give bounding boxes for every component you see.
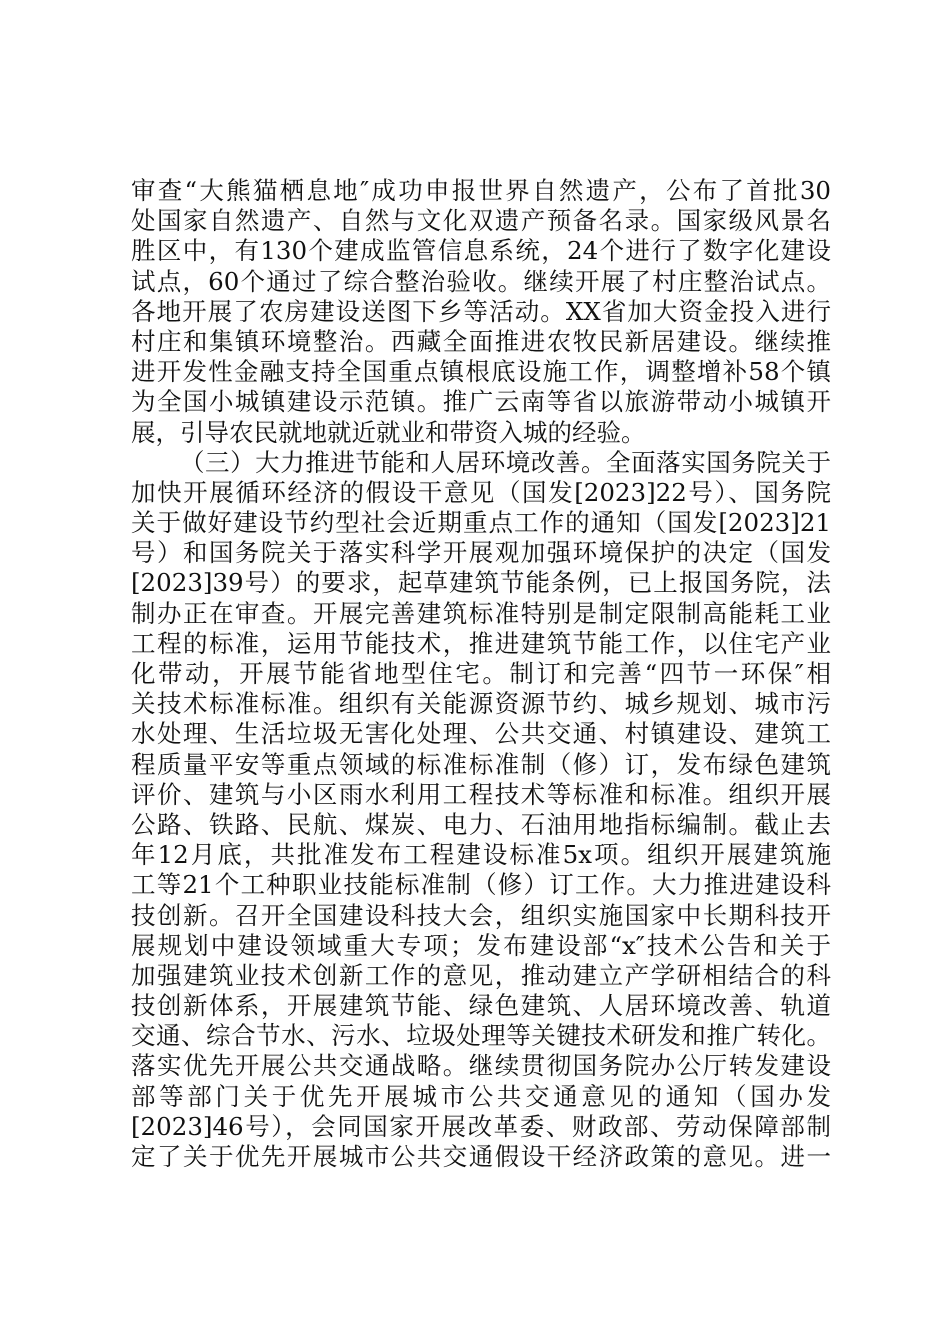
paragraph-2 xyxy=(131,448,831,1173)
text-line: 技创新。召开全国建设科技大会，组织实施国家中长期科技开 xyxy=(131,900,831,930)
body-text xyxy=(131,176,831,1172)
text-line: 展规划中建设领域重大专项；发布建设部“x″技术公告和关于 xyxy=(131,930,831,960)
text-line: 交通、综合节水、污水、垃圾处理等关键技术研发和推广转化。 xyxy=(131,1021,831,1051)
text-line: 工等21个工种职业技能标准制（修）订工作。大力推进建设科 xyxy=(131,870,831,900)
paragraph-1 xyxy=(131,176,831,448)
text-line: 胜区中，有130个建成监管信息系统，24个进行了数字化建设 xyxy=(131,236,831,266)
text-line: 化带动，开展节能省地型住宅。制订和完善“四节一环保″相 xyxy=(131,659,831,688)
text-line: 关技术标准标准。组织有关能源资源节约、城乡规划、城市污 xyxy=(131,689,831,719)
text-line: 为全国小城镇建设示范镇。推广云南等省以旅游带动小城镇开 xyxy=(131,387,831,417)
text-line: 落实优先开展公共交通战略。继续贯彻国务院办公厅转发建设 xyxy=(131,1051,831,1081)
text-line: 加快开展循环经济的假设干意见（国发[2023]22号）、国务院 xyxy=(131,477,831,507)
text-line: 部等部门关于优先开展城市公共交通意见的通知（国办发 xyxy=(131,1081,831,1111)
text-line: 制办正在审查。开展完善建筑标准特别是制定限制高能耗工业 xyxy=(131,598,831,628)
text-line: [2023]39号）的要求，起草建筑节能条例，已上报国务院，法 xyxy=(131,568,831,598)
text-line: 号）和国务院关于落实科学开展观加强环境保护的决定（国发 xyxy=(131,538,831,568)
text-line: 审查“大熊猫栖息地″成功申报世界自然遗产，公布了首批30 xyxy=(131,176,831,205)
text-line: 村庄和集镇环境整治。西藏全面推进农牧民新居建设。继续推 xyxy=(131,326,831,356)
text-line: 评价、建筑与小区雨水利用工程技术等标准和标准。组织开展 xyxy=(131,779,831,809)
text-line: 处国家自然遗产、自然与文化双遗产预备名录。国家级风景名 xyxy=(131,206,831,236)
text-line: 程质量平安等重点领域的标准标准制（修）订，发布绿色建筑 xyxy=(131,749,831,779)
text-line: 年12月底，共批准发布工程建设标准5x项。组织开展建筑施 xyxy=(131,840,831,870)
text-line: 各地开展了农房建设送图下乡等活动。XX省加大资金投入进行 xyxy=(131,296,831,326)
text-line: 定了关于优先开展城市公共交通假设干经济政策的意见。进一 xyxy=(131,1142,831,1171)
text-line: 进开发性金融支持全国重点镇根底设施工作，调整增补58个镇 xyxy=(131,357,831,387)
text-line: 关于做好建设节约型社会近期重点工作的通知（国发[2023]21 xyxy=(131,508,831,538)
text-line: 加强建筑业技术创新工作的意见，推动建立产学研相结合的科 xyxy=(131,960,831,990)
text-line: 工程的标准，运用节能技术，推进建筑节能工作，以住宅产业 xyxy=(131,628,831,658)
text-line: 试点，60个通过了综合整治验收。继续开展了村庄整治试点。 xyxy=(131,266,831,296)
text-line: 水处理、生活垃圾无害化处理、公共交通、村镇建设、建筑工 xyxy=(131,719,831,749)
text-line: （三）大力推进节能和人居环境改善。全面落实国务院关于 xyxy=(180,447,831,477)
text-line: 公路、铁路、民航、煤炭、电力、石油用地指标编制。截止去 xyxy=(131,809,831,839)
text-line: 技创新体系，开展建筑节能、绿色建筑、人居环境改善、轨道 xyxy=(131,991,831,1021)
text-line: 展，引导农民就地就近就业和带资入城的经验。 xyxy=(131,417,646,447)
text-line: [2023]46号），会同国家开展改革委、财政部、劳动保障部制 xyxy=(131,1111,831,1141)
